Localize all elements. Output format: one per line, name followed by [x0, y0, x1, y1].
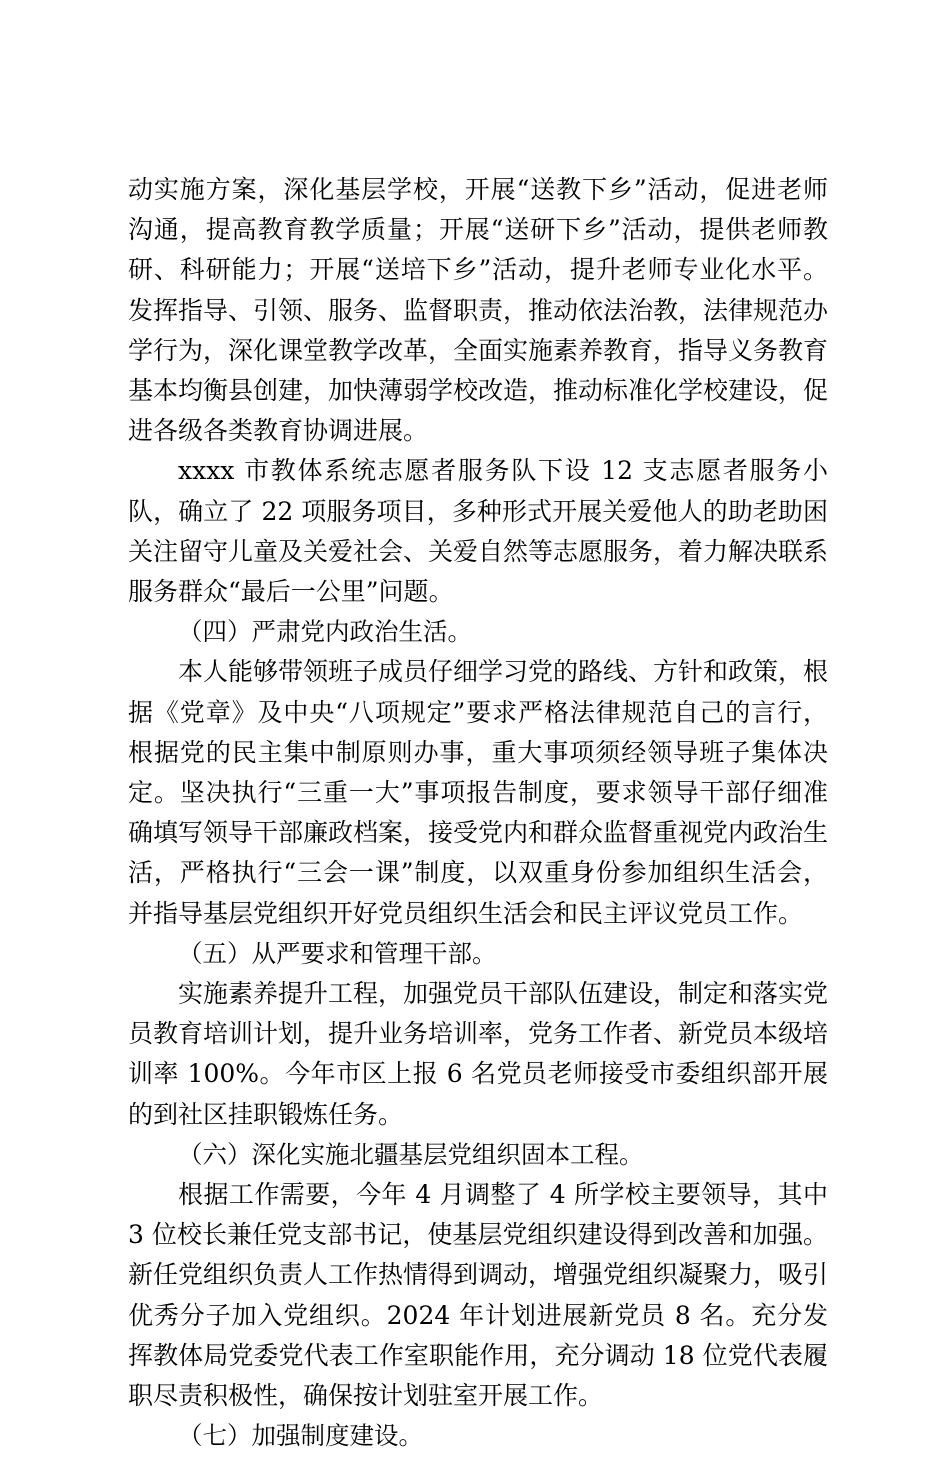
body-paragraph: 实施素养提升工程，加强党员干部队伍建设，制定和落实党员教育培训计划，提升业务培训率，党务工作者、新党员本级培训率 100%。今年市区上报 6 名党员老师接受市委组织部开展的到社区挂职锻炼任务。	[128, 979, 829, 1129]
body-paragraph: xxxx 市教体系统志愿者服务队下设 12 支志愿者服务小队，确立了 22 项服务项目，多种形式开展关爱他人的助老助困关注留守儿童及关爱社会、关爱自然等志愿服务，着力解决联系服务群众“最后一公里”问题。	[128, 456, 829, 607]
section-heading: （四）严肃党内政治生活。	[178, 617, 472, 647]
body-paragraph: 动实施方案，深化基层学校，开展“送教下乡”活动，促进老师沟通，提高教育教学质量；开展“送研下乡”活动，提供老师教研、科研能力；开展“送培下乡”活动，提升老师专业化水平。发挥指导、引领、服务、监督职责，推动依法治教，法律规范办学行为，深化课堂教学改革，全面实施素养教育，指导义务教育基本均衡县创建，加快薄弱学校改造，推动标准化学校建设，促进各级各类教育协调进展。	[128, 175, 829, 446]
section-heading: （五）从严要求和管理干部。	[178, 938, 497, 968]
section-heading: （七）加强制度建设。	[178, 1421, 423, 1451]
body-paragraph: 本人能够带领班子成员仔细学习党的路线、方针和政策，根据《党章》及中央“八项规定”要求严格法律规范自己的言行，根据党的民主集中制原则办事，重大事项须经领导班子集体决定。坚决执行“三重一大”事项报告制度，要求领导干部仔细准确填写领导干部廉政档案，接受党内和群众监督重视党内政治生活，严格执行“三会一课”制度，以双重身份参加组织生活会，并指导基层党组织开好党员组织生活会和民主评议党员工作。	[128, 657, 829, 928]
section-heading: （六）深化实施北疆基层党组织固本工程。	[178, 1139, 644, 1169]
body-paragraph: 根据工作需要，今年 4 月调整了 4 所学校主要领导，其中 3 位校长兼任党支部书记，使基层党组织建设得到改善和加强。新任党组织负责人工作热情得到调动，增强党组织凝聚力，吸引优秀分子加入党组织。2024 年计划进展新党员 8 名。充分发挥教体局党委党代表工作室职能作用，充分调动 18 位党代表履职尽责积极性，确保按计划驻室开展工作。	[128, 1180, 829, 1411]
document-body	[128, 170, 828, 1457]
